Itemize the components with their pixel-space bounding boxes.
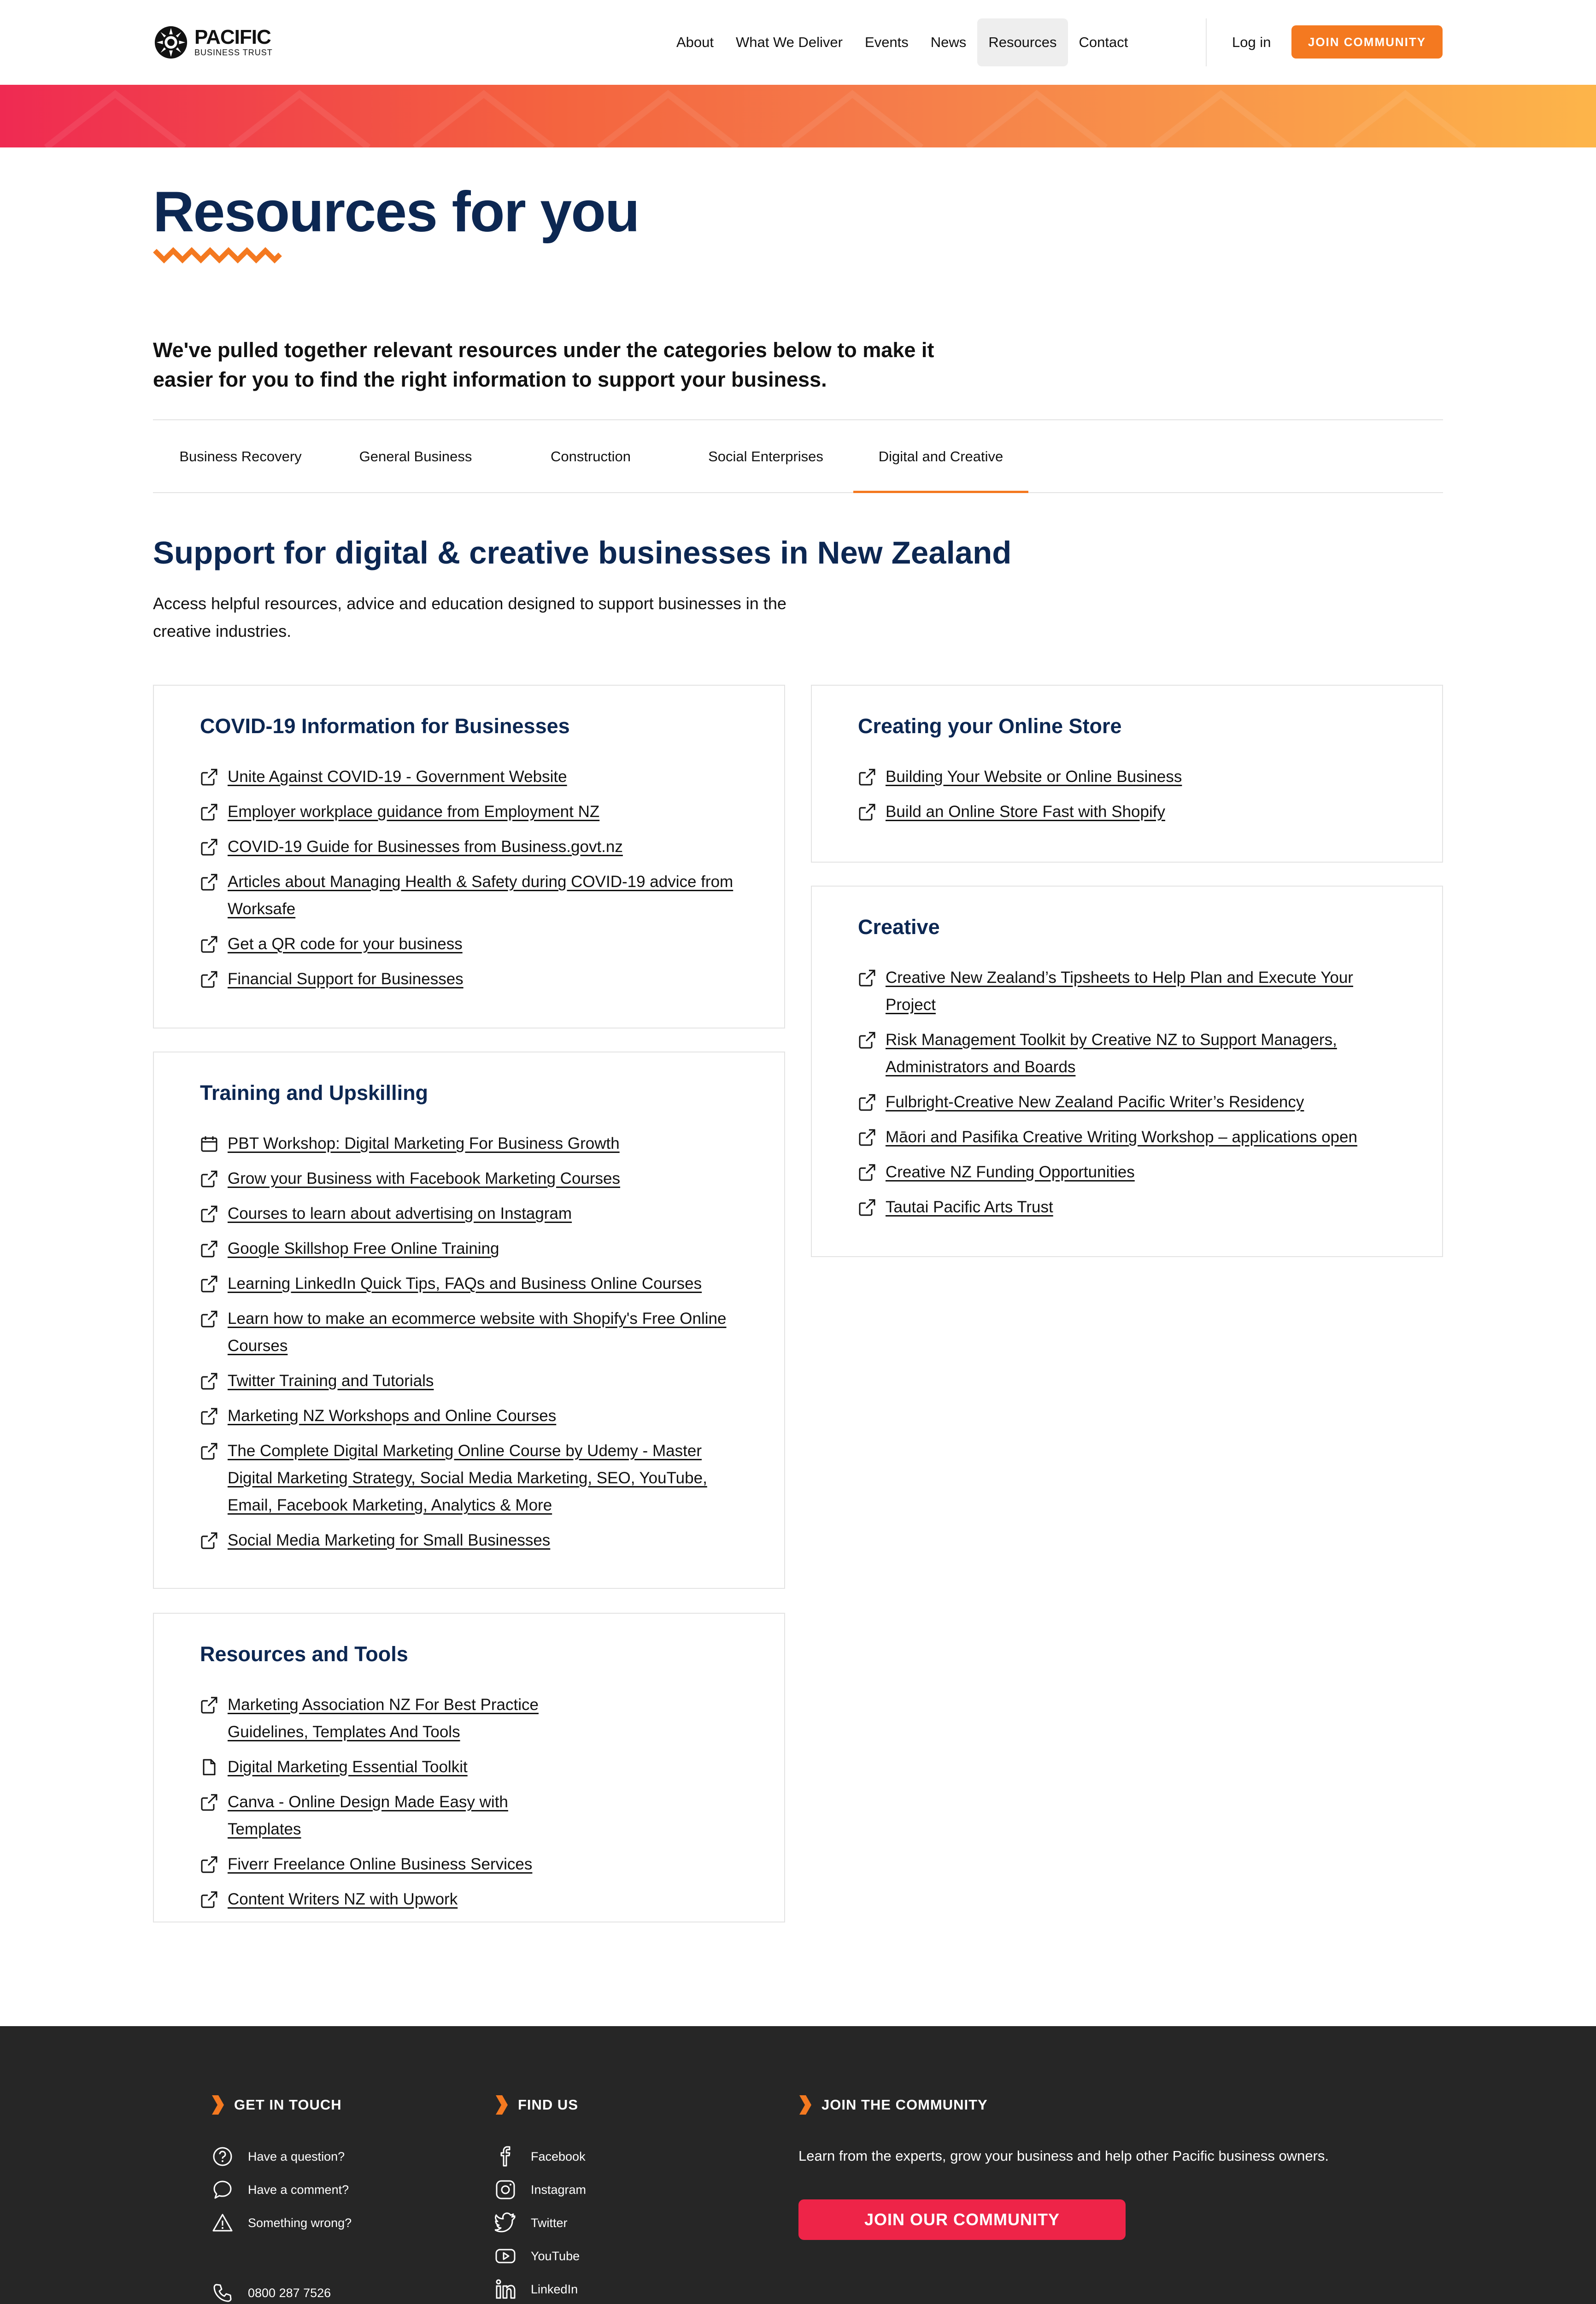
footer-comment-link[interactable]: Have a comment? [212,2179,349,2200]
card-online-store [811,685,1443,863]
resource-link[interactable]: Tautai Pacific Arts Trust [858,1193,1397,1221]
tab-construction[interactable]: Construction [550,448,631,464]
card-title: Creative [858,915,940,939]
nav-what-we-deliver[interactable]: What We Deliver [736,34,843,50]
footer-join-text: Learn from the experts, grow your business and help other Pacific business owners. [798,2148,1329,2164]
external-link-icon [200,768,218,786]
resource-link[interactable]: Marketing Association NZ For Best Practice Guidelines, Templates And Tools [200,1691,559,1746]
card-title: Training and Upskilling [200,1081,428,1105]
card-title: Creating your Online Store [858,714,1122,738]
resource-link[interactable]: Learning LinkedIn Quick Tips, FAQs and Business Online Courses [200,1270,739,1297]
external-link-icon [858,768,876,786]
external-link-icon [200,1793,218,1811]
resource-link[interactable]: Google Skillshop Free Online Training [200,1235,739,1262]
external-link-icon [200,1855,218,1874]
external-link-icon [858,803,876,821]
site-header [0,0,1596,85]
resource-link[interactable]: Fiverr Freelance Online Business Services [200,1851,559,1878]
external-link-icon [200,1205,218,1223]
resource-link[interactable]: The Complete Digital Marketing Online Course by Udemy - Master Digital Marketing Strategy, Social Media Marketing, SEO, YouTube, Email, Facebook Marketing, Analytics & More [200,1437,739,1519]
resource-link[interactable]: Digital Marketing Essential Toolkit [200,1753,559,1781]
resource-link[interactable]: PBT Workshop: Digital Marketing For Business Growth [200,1130,739,1157]
footer-linkedin-link[interactable]: LinkedIn [495,2279,578,2300]
comment-icon [212,2179,233,2200]
external-link-icon [858,1093,876,1111]
resource-link[interactable]: Financial Support for Businesses [200,965,739,993]
external-link-icon [200,1240,218,1258]
tab-business-recovery[interactable]: Business Recovery [179,448,302,464]
resource-link[interactable]: Learn how to make an ecommerce website with Shopify's Free Online Courses [200,1305,739,1359]
page-title: Resources for you [153,180,639,244]
footer-twitter-link[interactable]: Twitter [495,2212,568,2233]
question-icon [212,2146,233,2167]
card-training-upskilling [153,1052,785,1589]
external-link-icon [200,1170,218,1188]
login-link[interactable]: Log in [1232,34,1271,50]
resource-link[interactable]: Social Media Marketing for Small Businesses [200,1527,739,1554]
main-nav [665,18,1139,66]
intro-text: We've pulled together relevant resources under the categories below to make it easier for you to find the right information to support your business. [153,338,934,391]
external-link-icon [200,1310,218,1328]
nav-events[interactable]: Events [865,34,909,50]
external-link-icon [858,1163,876,1181]
resource-link[interactable]: Articles about Managing Health & Safety during COVID-19 advice from Worksafe [200,868,739,923]
site-footer [0,2026,1596,2304]
resource-link[interactable]: COVID-19 Guide for Businesses from Business.govt.nz [200,833,739,860]
footer-heading-join-community: JOIN THE COMMUNITY [798,2094,988,2116]
footer-heading-find-us: FIND US [495,2094,578,2116]
footer-phone-link[interactable]: 0800 287 7526 [212,2282,331,2304]
external-link-icon [200,1890,218,1909]
twitter-icon [495,2212,516,2233]
logo-mark-icon [153,24,189,60]
card-creative [811,886,1443,1257]
footer-question-link[interactable]: Have a question? [212,2146,345,2167]
external-link-icon [858,1031,876,1049]
hero-pattern-banner [0,85,1596,147]
resource-link[interactable]: Twitter Training and Tutorials [200,1367,739,1394]
resource-link[interactable]: Employer workplace guidance from Employment NZ [200,798,739,825]
card-title: COVID-19 Information for Businesses [200,714,570,738]
section-description: Access helpful resources, advice and education designed to support businesses in the creative industries. [153,594,786,641]
resource-link[interactable]: Fulbright-Creative New Zealand Pacific Writer’s Residency [858,1088,1397,1116]
instagram-icon [495,2179,516,2200]
category-tabs [153,419,1443,493]
document-icon [200,1758,218,1776]
youtube-icon [495,2245,516,2267]
chevron-right-icon [211,2094,225,2116]
nav-about[interactable]: About [676,34,714,50]
facebook-icon [495,2146,516,2167]
footer-youtube-link[interactable]: YouTube [495,2245,580,2267]
external-link-icon [200,1275,218,1293]
resource-link[interactable]: Māori and Pasifika Creative Writing Workshop – applications open [858,1123,1397,1151]
pacific-business-trust-logo[interactable] [153,23,273,62]
logo-title: PACIFIC [194,26,271,48]
external-link-icon [200,1696,218,1714]
footer-facebook-link[interactable]: Facebook [495,2146,586,2167]
banner-pattern [0,85,1596,147]
warning-icon [212,2212,233,2233]
chevron-right-icon [495,2094,509,2116]
resource-link[interactable]: Grow your Business with Facebook Marketing Courses [200,1165,739,1192]
card-resources-tools [153,1613,785,1922]
resource-link[interactable]: Building Your Website or Online Business [858,763,1397,790]
external-link-icon [200,1372,218,1390]
nav-resources[interactable]: Resources [977,18,1068,66]
external-link-icon [200,1442,218,1460]
external-link-icon [200,873,218,891]
resource-link[interactable]: Canva - Online Design Made Easy with Templates [200,1788,559,1843]
resource-link[interactable]: Courses to learn about advertising on Instagram [200,1200,739,1227]
resource-link[interactable]: Risk Management Toolkit by Creative NZ to Support Managers, Administrators and Boards [858,1026,1397,1081]
logo-subtitle: BUSINESS TRUST [194,48,273,57]
external-link-icon [200,1531,218,1550]
tab-digital-and-creative[interactable]: Digital and Creative [853,420,1028,493]
phone-icon [212,2282,233,2304]
nav-contact[interactable]: Contact [1079,34,1128,50]
resource-link[interactable]: Build an Online Store Fast with Shopify [858,798,1397,825]
external-link-icon [200,838,218,856]
join-our-community-button[interactable]: JOIN OUR COMMUNITY [798,2199,1126,2240]
external-link-icon [858,1128,876,1146]
tab-general-business[interactable]: General Business [359,448,472,464]
external-link-icon [200,803,218,821]
footer-instagram-link[interactable]: Instagram [495,2179,586,2200]
linkedin-icon [495,2279,516,2300]
card-covid-information [153,685,785,1029]
resource-link[interactable]: Unite Against COVID-19 - Government Website [200,763,739,790]
footer-something-wrong-link[interactable]: Something wrong? [212,2212,352,2233]
resource-link[interactable]: Creative NZ Funding Opportunities [858,1158,1397,1186]
nav-divider [1206,18,1207,66]
section-title: Support for digital & creative businesses in New Zealand [153,535,1012,570]
chevron-right-icon [798,2094,812,2116]
footer-heading-get-in-touch: GET IN TOUCH [211,2094,342,2116]
zigzag-underline-icon [153,244,282,264]
card-title: Resources and Tools [200,1642,408,1666]
resource-link[interactable]: Creative New Zealand’s Tipsheets to Help Plan and Execute Your Project [858,964,1397,1018]
external-link-icon [858,1198,876,1217]
external-link-icon [200,935,218,953]
external-link-icon [200,970,218,988]
tab-social-enterprises[interactable]: Social Enterprises [708,448,823,464]
resource-link[interactable]: Get a QR code for your business [200,930,739,958]
resource-link[interactable]: Content Writers NZ with Upwork [200,1886,559,1913]
external-link-icon [200,1407,218,1425]
calendar-icon [200,1134,218,1153]
join-community-button[interactable]: JOIN COMMUNITY [1291,25,1443,59]
resource-link[interactable]: Marketing NZ Workshops and Online Courses [200,1402,739,1429]
nav-news[interactable]: News [930,34,967,50]
external-link-icon [858,969,876,987]
